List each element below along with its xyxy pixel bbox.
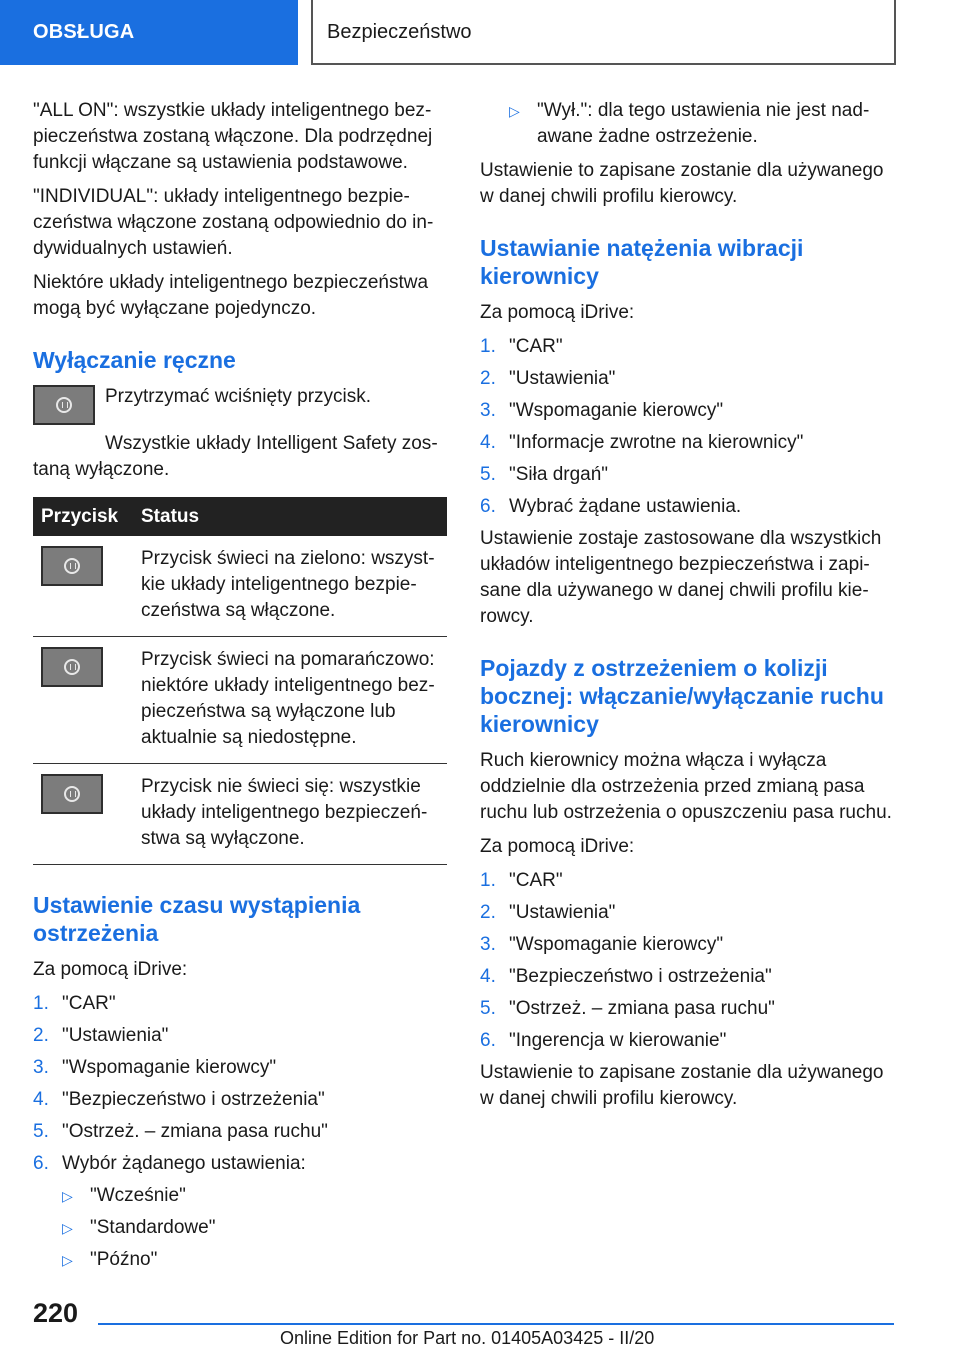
triangle-right-icon: ▷	[62, 1252, 73, 1268]
list-item: 2. "Ustawienia"	[33, 1025, 169, 1046]
triangle-right-icon: ▷	[62, 1188, 73, 1204]
list-item: ▷ "Późno"	[62, 1247, 447, 1273]
timing-options	[62, 1183, 447, 1273]
triangle-right-icon: ▷	[62, 1220, 73, 1236]
footer-divider	[98, 1323, 894, 1325]
heading-side-collision: Pojazdy z ostrzeżeniem o kolizji bocznej: włączanie/wyłączanie ruchu kierownicy	[480, 655, 884, 737]
idrive-intro: Za pomocą iDrive:	[33, 959, 188, 980]
paragraph-some-systems: Niektóre układy inteligentnego bezpieczeństwa mogą być wyłączane pojedynczo.	[33, 272, 429, 319]
idrive-intro: Za pomocą iDrive:	[480, 836, 635, 857]
table-header-status: Status	[133, 497, 447, 536]
heading-vibration: Ustawianie natężenia wibracji kierownicy	[480, 235, 804, 289]
side-collision-text: Ruch kierownicy można włącza i wyłącza oddzielnie dla ostrzeżenia przed zmianą pasa ruchu lub ostrzeżenia o opuszczeniu pasa ruchu.	[480, 750, 892, 823]
vibration-steps	[480, 334, 895, 520]
button-status-table	[33, 497, 447, 865]
heading-warning-timing: Ustawienie czasu wystąpienia ostrzeżenia	[33, 892, 361, 946]
triangle-right-icon: ▷	[509, 103, 520, 119]
intelligent-safety-button-icon	[33, 385, 95, 425]
timing-options-continued	[509, 98, 895, 150]
list-item: 4. "Bezpieczeństwo i ostrzeżenia"	[33, 1089, 325, 1110]
list-item: 4. "Bezpieczeństwo i ostrzeżenia"	[480, 966, 772, 987]
list-item: 1. "CAR"	[33, 993, 116, 1014]
list-item: 6. Wybór żądanego ustawienia:	[33, 1153, 306, 1174]
status-orange: Przycisk świeci na pomarańczowo: niektóre układy inteligentnego bezpieczeństwa są wyłączone lub aktualnie są niedostępne.	[133, 637, 447, 764]
list-item: ▷ "Wcześnie"	[62, 1183, 447, 1209]
table-header-button: Przycisk	[33, 497, 133, 536]
side-collision-steps	[480, 868, 895, 1054]
paragraph-all-on: "ALL ON": wszystkie układy inteligentnego bezpieczeństwa zostaną włączone. Dla podrzędnej funkcji włączane są ustawienia podstawowe.	[33, 100, 433, 173]
list-item: 5. "Siła drgań"	[480, 464, 609, 485]
list-item: 2. "Ustawienia"	[480, 902, 616, 923]
list-item: 6. "Ingerencja w kierowanie"	[480, 1030, 727, 1051]
table-row	[33, 764, 447, 865]
list-item: 4. "Informacje zwrotne na kierownicy"	[480, 432, 804, 453]
heading-manual-off: Wyłączanie ręczne	[33, 347, 236, 373]
intelligent-safety-button-icon	[41, 546, 103, 586]
intelligent-safety-button-icon	[41, 647, 103, 687]
saved-profile-note: Ustawienie to zapisane zostanie dla używanego w danej chwili profilu kierowcy.	[480, 160, 884, 207]
status-off: Przycisk nie świeci się: wszystkie układy inteligentnego bezpieczeństwa są wyłączone.	[133, 764, 447, 865]
list-item: 5. "Ostrzeż. – zmiana pasa ruchu"	[33, 1121, 328, 1142]
table-row	[33, 536, 447, 637]
section-tab: OBSŁUGA	[0, 0, 298, 65]
left-column	[33, 98, 447, 1279]
saved-profile-note: Ustawienie to zapisane zostanie dla używanego w danej chwili profilu kierowcy.	[480, 1062, 884, 1109]
list-item: ▷ "Standardowe"	[62, 1215, 447, 1241]
timing-steps	[33, 991, 447, 1177]
manual-off-instruction	[33, 384, 447, 425]
list-item: 5. "Ostrzeż. – zmiana pasa ruchu"	[480, 998, 775, 1019]
list-item: 3. "Wspomaganie kierowcy"	[480, 400, 724, 421]
manual-result-text: Wszystkie układy Intelligent Safety zostaną wyłączone.	[33, 433, 438, 480]
intelligent-safety-button-icon	[41, 774, 103, 814]
list-item: ▷ "Wył.": dla tego ustawienia nie jest nadawane żadne ostrzeżenie.	[509, 98, 895, 150]
right-column	[480, 98, 895, 1120]
idrive-intro: Za pomocą iDrive:	[480, 302, 635, 323]
chapter-title: Bezpieczeństwo	[311, 0, 896, 65]
applied-note: Ustawienie zostaje zastosowane dla wszystkich układów inteligentnego bezpieczeństwa i zapisane dla używanego w danej chwili profilu kierowcy.	[480, 528, 882, 627]
list-item: 2. "Ustawienia"	[480, 368, 616, 389]
paragraph-individual: "INDIVIDUAL": układy inteligentnego bezpieczeństwa włączone zostaną odpowiednio do indywidualnych ustawień.	[33, 186, 434, 259]
list-item: 6. Wybrać żądane ustawienia.	[480, 496, 742, 517]
footer-edition: Online Edition for Part no. 01405A03425 - II/20	[280, 1328, 655, 1348]
table-row	[33, 637, 447, 764]
list-item: 3. "Wspomaganie kierowcy"	[480, 934, 724, 955]
list-item: 3. "Wspomaganie kierowcy"	[33, 1057, 277, 1078]
page-number: 220	[33, 1298, 79, 1328]
list-item: 1. "CAR"	[480, 870, 563, 891]
status-green: Przycisk świeci na zielono: wszystkie układy inteligentnego bezpieczeństwa są włączone.	[133, 536, 447, 637]
list-item: 1. "CAR"	[480, 336, 563, 357]
manual-step-text: Przytrzymać wciśnięty przycisk.	[105, 386, 372, 407]
